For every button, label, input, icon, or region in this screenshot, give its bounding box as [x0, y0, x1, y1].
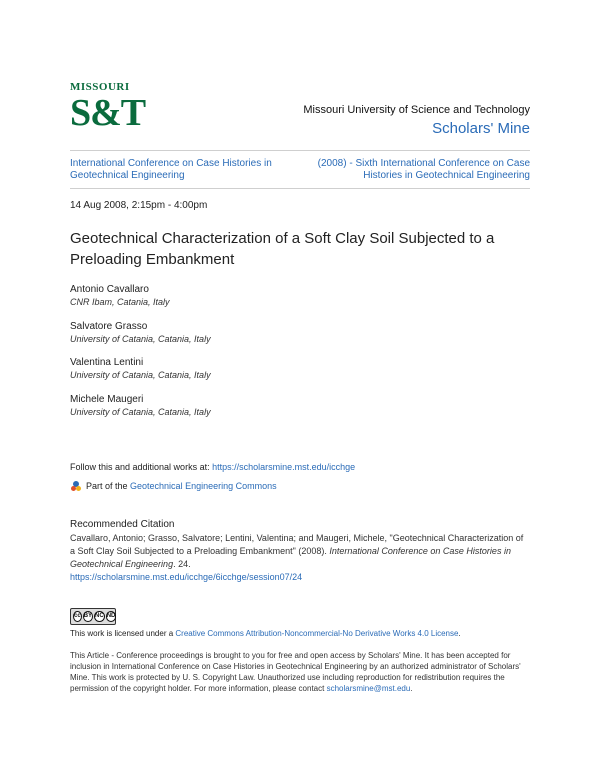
commons-network-icon: [70, 480, 82, 492]
cc-nc-icon: NC: [94, 611, 105, 622]
citation-url-link[interactable]: https://scholarsmine.mst.edu/icchge/6icchge/session07/24: [70, 572, 303, 582]
session-date: 14 Aug 2008, 2:15pm - 4:00pm: [70, 200, 208, 211]
cc-icon: cc: [73, 611, 82, 622]
logo-missouri-text: MISSOURI: [70, 81, 130, 93]
citation-body: Cavallaro, Antonio; Grasso, Salvatore; Lentini, Valentina; and Maugeri, Michele, "Geotechnical Characterization of a Soft Clay Soil Subjected to a Preloading Embankment" (2008).: [70, 533, 524, 556]
author-affiliation: CNR Ibam, Catania, Italy: [70, 297, 170, 307]
divider: [70, 150, 530, 151]
author-name: Antonio Cavallaro: [70, 284, 149, 295]
author-entry: [70, 283, 170, 309]
access-notice: [70, 650, 530, 694]
license-line: [70, 629, 461, 638]
citation-text: [70, 532, 530, 584]
institution-name: Missouri University of Science and Technology: [303, 104, 530, 116]
proceedings-link[interactable]: (2008) - Sixth International Conference on Case Histories in Geotechnical Engineering: [317, 158, 530, 181]
citation-journal: International Conference on Case Histories in Geotechnical Engineering: [70, 546, 511, 569]
follow-url-link[interactable]: https://scholarsmine.mst.edu/icchge: [212, 462, 356, 472]
part-of-line: [70, 480, 277, 492]
conference-link[interactable]: International Conference on Case Histories in Geotechnical Engineering: [70, 158, 272, 181]
license-link[interactable]: Creative Commons Attribution-Noncommercial-No Derivative Works 4.0 License: [175, 629, 459, 638]
follow-line: [70, 462, 355, 472]
author-affiliation: University of Catania, Catania, Italy: [70, 370, 211, 380]
author-name: Salvatore Grasso: [70, 321, 148, 332]
license-suffix: .: [458, 629, 461, 638]
citation-heading: Recommended Citation: [70, 519, 175, 530]
author-entry: [70, 356, 211, 382]
author-affiliation: University of Catania, Catania, Italy: [70, 407, 211, 417]
cc-by-icon: BY: [83, 611, 93, 622]
notice-body: This Article - Conference proceedings is brought to you for free and open access by Scholars' Mine. It has been accepted for inclusion in International Conference on Case Histories in Geotechnical Engineering by an authorized administrator of Scholars' Mine. This work is protected by U. S. Copyright Law. Unauthorized use including reproduction for redistribution requires the permission of the copyright holder. For more information, please contact: [70, 651, 521, 693]
paper-title: Geotechnical Characterization of a Soft Clay Soil Subjected to a Preloading Embankment: [70, 230, 495, 268]
author-entry: [70, 393, 211, 419]
author-affiliation: University of Catania, Catania, Italy: [70, 334, 211, 344]
citation-number: . 24.: [173, 559, 191, 569]
author-name: Michele Maugeri: [70, 394, 144, 405]
notice-end: .: [410, 684, 413, 693]
mst-logo[interactable]: [70, 81, 146, 138]
author-entry: [70, 320, 211, 346]
author-name: Valentina Lentini: [70, 357, 144, 368]
cc-license-badge[interactable]: [70, 608, 116, 625]
contact-email-link[interactable]: scholarsmine@mst.edu: [326, 684, 411, 693]
license-prefix: This work is licensed under a: [70, 629, 176, 638]
scholars-mine-link[interactable]: Scholars' Mine: [432, 120, 530, 137]
follow-text: Follow this and additional works at:: [70, 462, 213, 472]
logo-st-mark: S&T: [70, 92, 146, 134]
divider: [70, 188, 530, 189]
commons-link[interactable]: Geotechnical Engineering Commons: [130, 481, 277, 491]
part-of-text: Part of the: [86, 481, 131, 491]
cc-nd-icon: ND: [106, 611, 117, 622]
